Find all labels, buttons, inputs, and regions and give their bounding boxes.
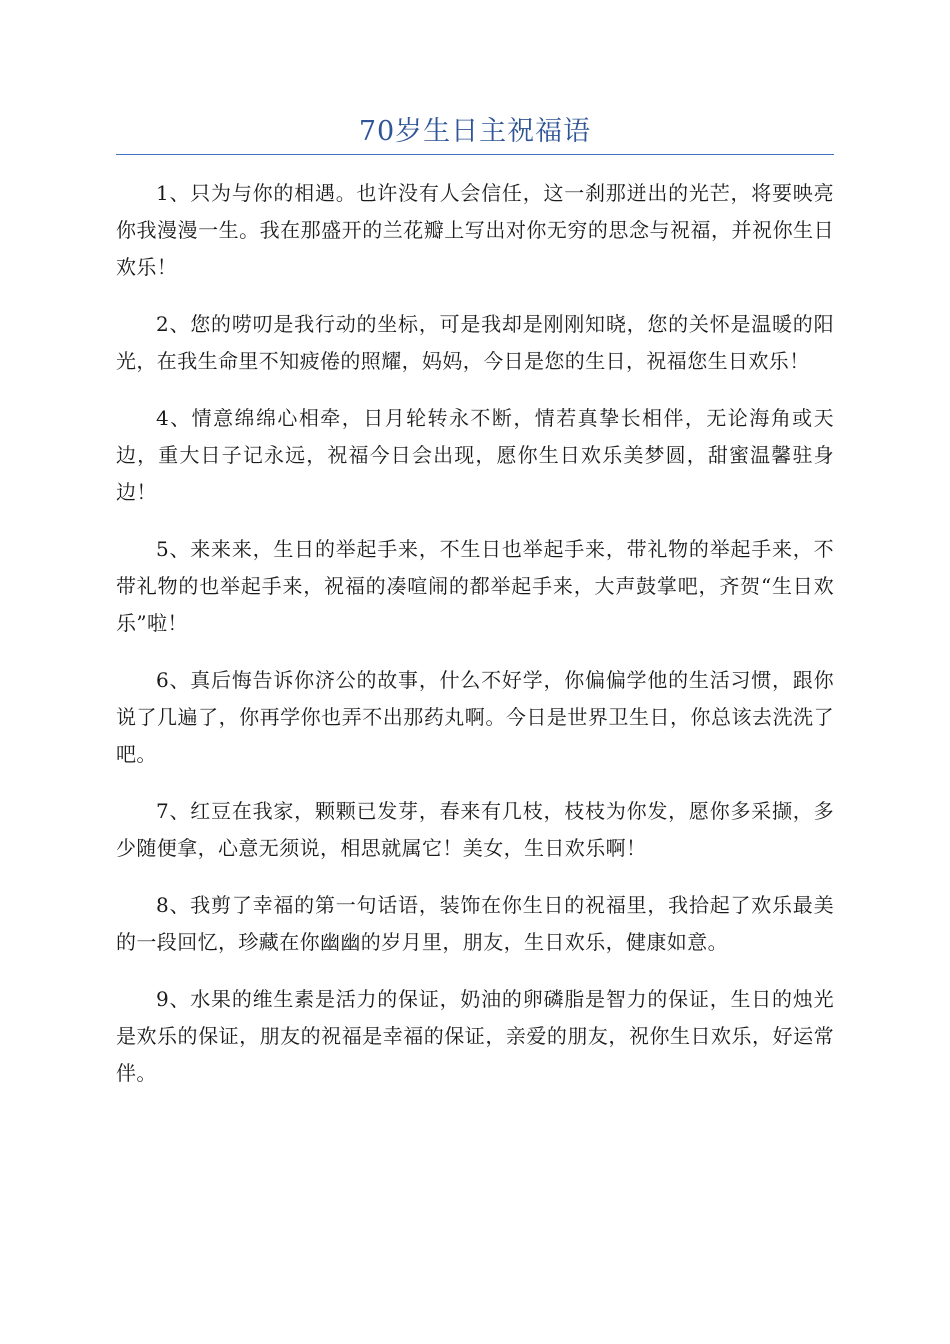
paragraph-2: 2、您的唠叨是我行动的坐标，可是我却是刚刚知晓，您的关怀是温暖的阳光，在我生命里不知疲倦的照耀，妈妈，今日是您的生日，祝福您生日欢乐！ — [116, 312, 834, 373]
paragraph-8: 8、我剪了幸福的第一句话语，装饰在你生日的祝福里，我拾起了欢乐最美的一段回忆，珍藏在你幽幽的岁月里，朋友，生日欢乐，健康如意。 — [116, 893, 834, 954]
paragraph-1: 1、只为与你的相遇。也许没有人会信任，这一刹那迸出的光芒，将要映亮你我漫漫一生。我在那盛开的兰花瓣上写出对你无穷的思念与祝福，并祝你生日欢乐！ — [116, 181, 834, 279]
paragraph-6: 6、真后悔告诉你济公的故事，什么不好学，你偏偏学他的生活习惯，跟你说了几遍了，你再学你也弄不出那药丸啊。今日是世界卫生日，你总该去洗洗了吧。 — [116, 668, 834, 766]
title-underline — [116, 154, 834, 155]
paragraph-4: 4、情意绵绵心相牵，日月轮转永不断，情若真挚长相伴，无论海角或天边，重大日子记永远，祝福今日会出现，愿你生日欢乐美梦圆，甜蜜温馨驻身边！ — [116, 406, 834, 504]
paragraph-7: 7、红豆在我家，颗颗已发芽，春来有几枝，枝枝为你发，愿你多采撷，多少随便拿，心意无须说，相思就属它！美女，生日欢乐啊！ — [116, 799, 834, 860]
page-title: 70岁生日主祝福语 — [358, 116, 592, 147]
paragraph-9: 9、水果的维生素是活力的保证，奶油的卵磷脂是智力的保证，生日的烛光是欢乐的保证，朋友的祝福是幸福的保证，亲爱的朋友，祝你生日欢乐，好运常伴。 — [116, 987, 834, 1085]
document-body — [116, 175, 834, 1112]
paragraph-5: 5、来来来，生日的举起手来，不生日也举起手来，带礼物的举起手来，不带礼物的也举起手来，祝福的凑喧闹的都举起手来，大声鼓掌吧，齐贺“生日欢乐”啦！ — [116, 537, 834, 635]
